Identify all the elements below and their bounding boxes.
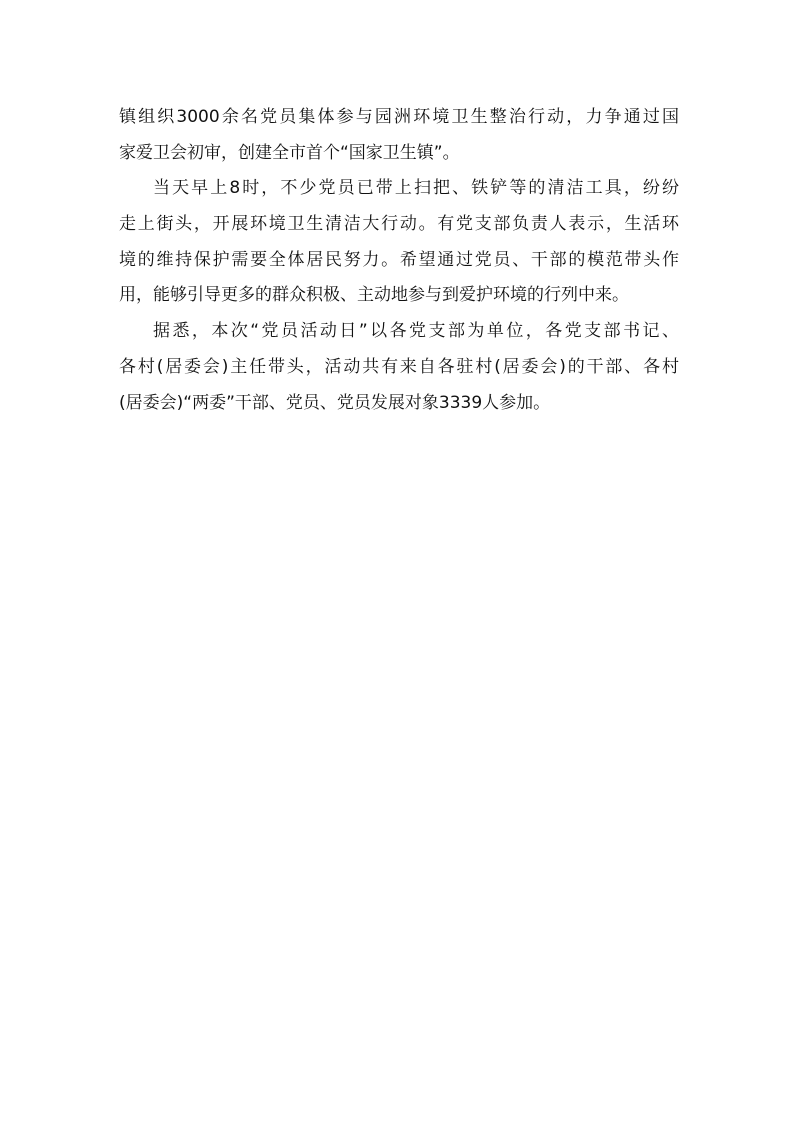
paragraph-2 — [119, 171, 679, 314]
paragraph-line: (居委会)“两委”干部、党员、党员发展对象3339人参加。 — [119, 392, 551, 413]
paragraph-line: 境的维持保护需要全体居民努力。希望通过党员、干部的模范带头作 — [119, 249, 679, 270]
paragraph-line: 当天早上8时，不少党员已带上扫把、铁铲等的清洁工具，纷纷 — [153, 178, 679, 199]
paragraph-line: 据悉，本次“党员活动日”以各党支部为单位，各党支部书记、 — [153, 321, 679, 342]
document-body — [119, 100, 679, 421]
paragraph-line: 镇组织3000余名党员集体参与园洲环境卫生整治行动，力争通过国 — [119, 107, 679, 127]
paragraph-1 — [119, 100, 679, 171]
paragraph-line: 家爱卫会初审，创建全市首个“国家卫生镇”。 — [119, 142, 460, 163]
paragraph-line: 各村(居委会)主任带头，活动共有来自各驻村(居委会)的干部、各村 — [119, 356, 679, 377]
paragraph-line: 走上街头，开展环境卫生清洁大行动。有党支部负责人表示，生活环 — [119, 214, 679, 235]
paragraph-line: 用，能够引导更多的群众积极、主动地参与到爱护环境的行列中来。 — [119, 285, 629, 306]
paragraph-3 — [119, 314, 679, 421]
